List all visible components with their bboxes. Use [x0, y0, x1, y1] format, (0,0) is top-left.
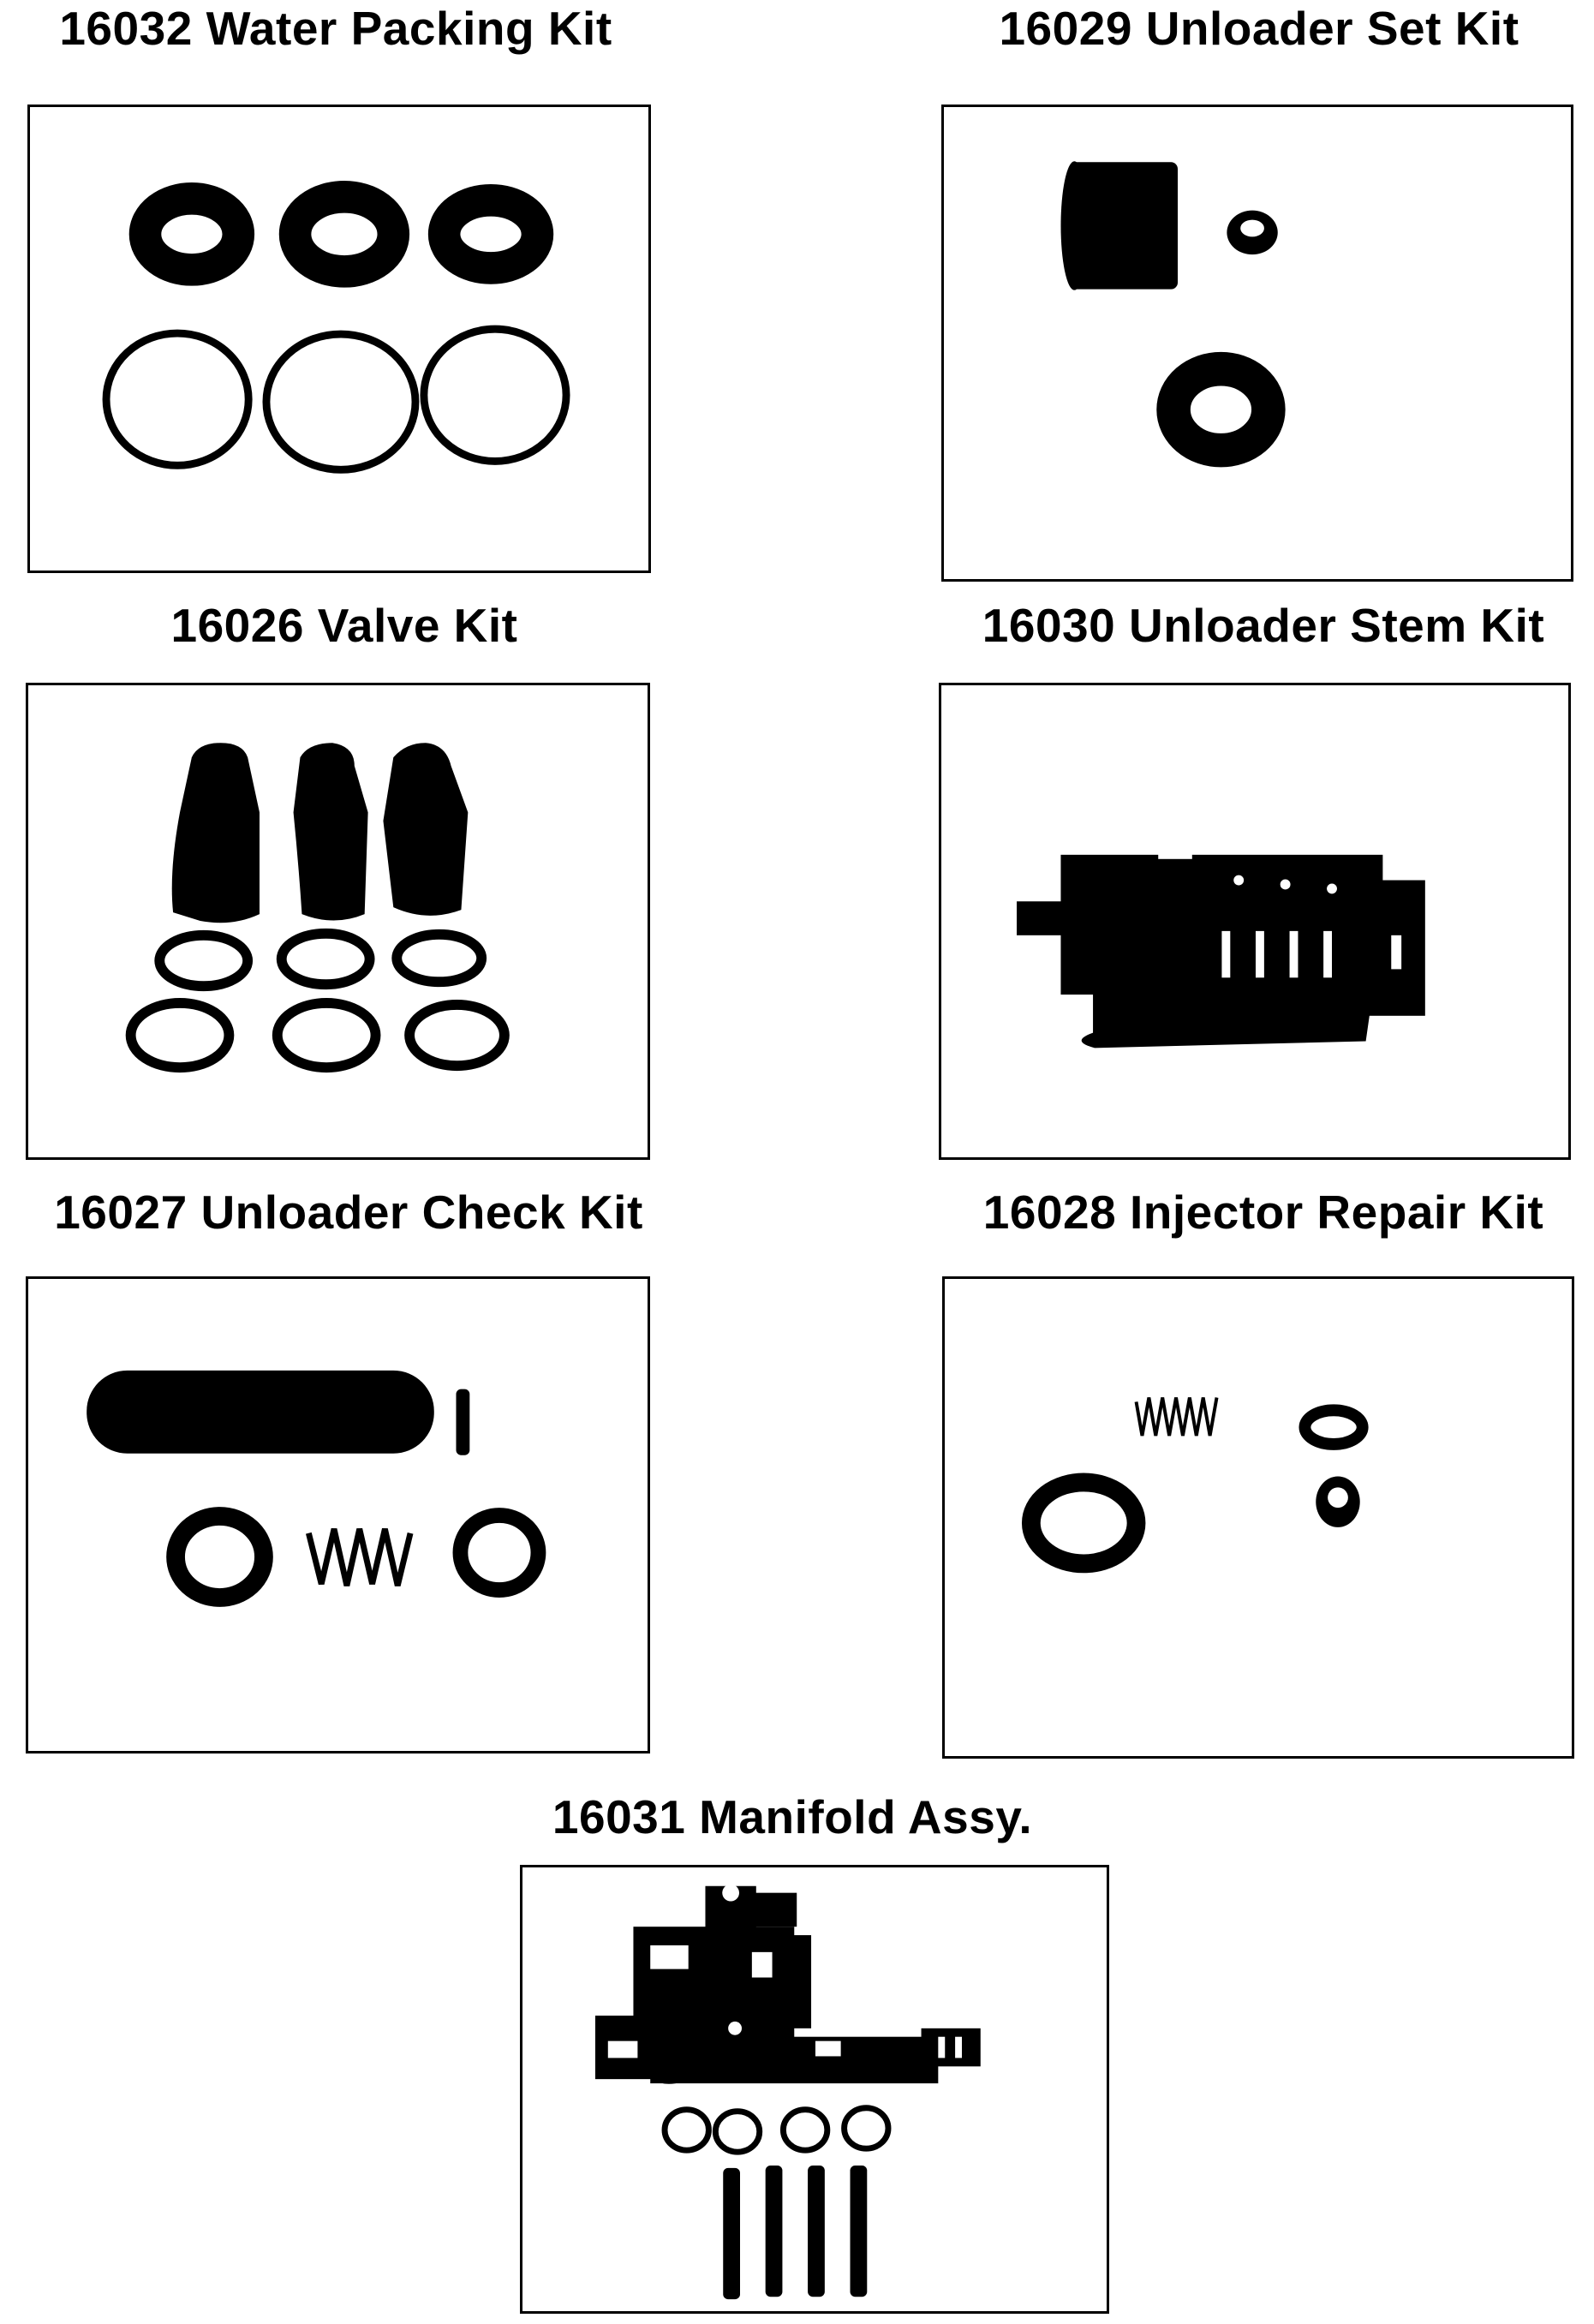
unloader-set-parts-illustration: [944, 107, 1571, 579]
kit-image-manifold: [520, 1865, 1109, 2314]
kit-title-unloader-stem: 16030 Unloader Stem Kit: [982, 599, 1545, 652]
kit-image-valve: [26, 683, 650, 1160]
kit-image-unloader-check: [26, 1276, 650, 1753]
kit-image-unloader-set: [941, 105, 1573, 582]
kit-title-manifold: 16031 Manifold Assy.: [552, 1790, 1033, 1843]
unloader-stem-parts-illustration: [941, 685, 1568, 1157]
kit-image-injector-repair: [942, 1276, 1574, 1759]
manifold-assembly-illustration: [522, 1867, 1107, 2311]
kit-title-valve: 16026 Valve Kit: [170, 599, 518, 652]
kit-title-unloader-set: 16029 Unloader Set Kit: [999, 2, 1519, 55]
kit-image-unloader-stem: [939, 683, 1571, 1160]
valve-parts-illustration: [28, 685, 648, 1157]
unloader-check-parts-illustration: [28, 1279, 648, 1751]
kit-image-water-packing: [27, 105, 651, 573]
kit-title-unloader-check: 16027 Unloader Check Kit: [54, 1186, 643, 1239]
kit-title-water-packing: 16032 Water Packing Kit: [59, 2, 612, 55]
water-packing-parts-illustration: [30, 107, 648, 571]
injector-repair-parts-illustration: [945, 1279, 1572, 1756]
kit-title-injector-repair: 16028 Injector Repair Kit: [982, 1186, 1544, 1239]
